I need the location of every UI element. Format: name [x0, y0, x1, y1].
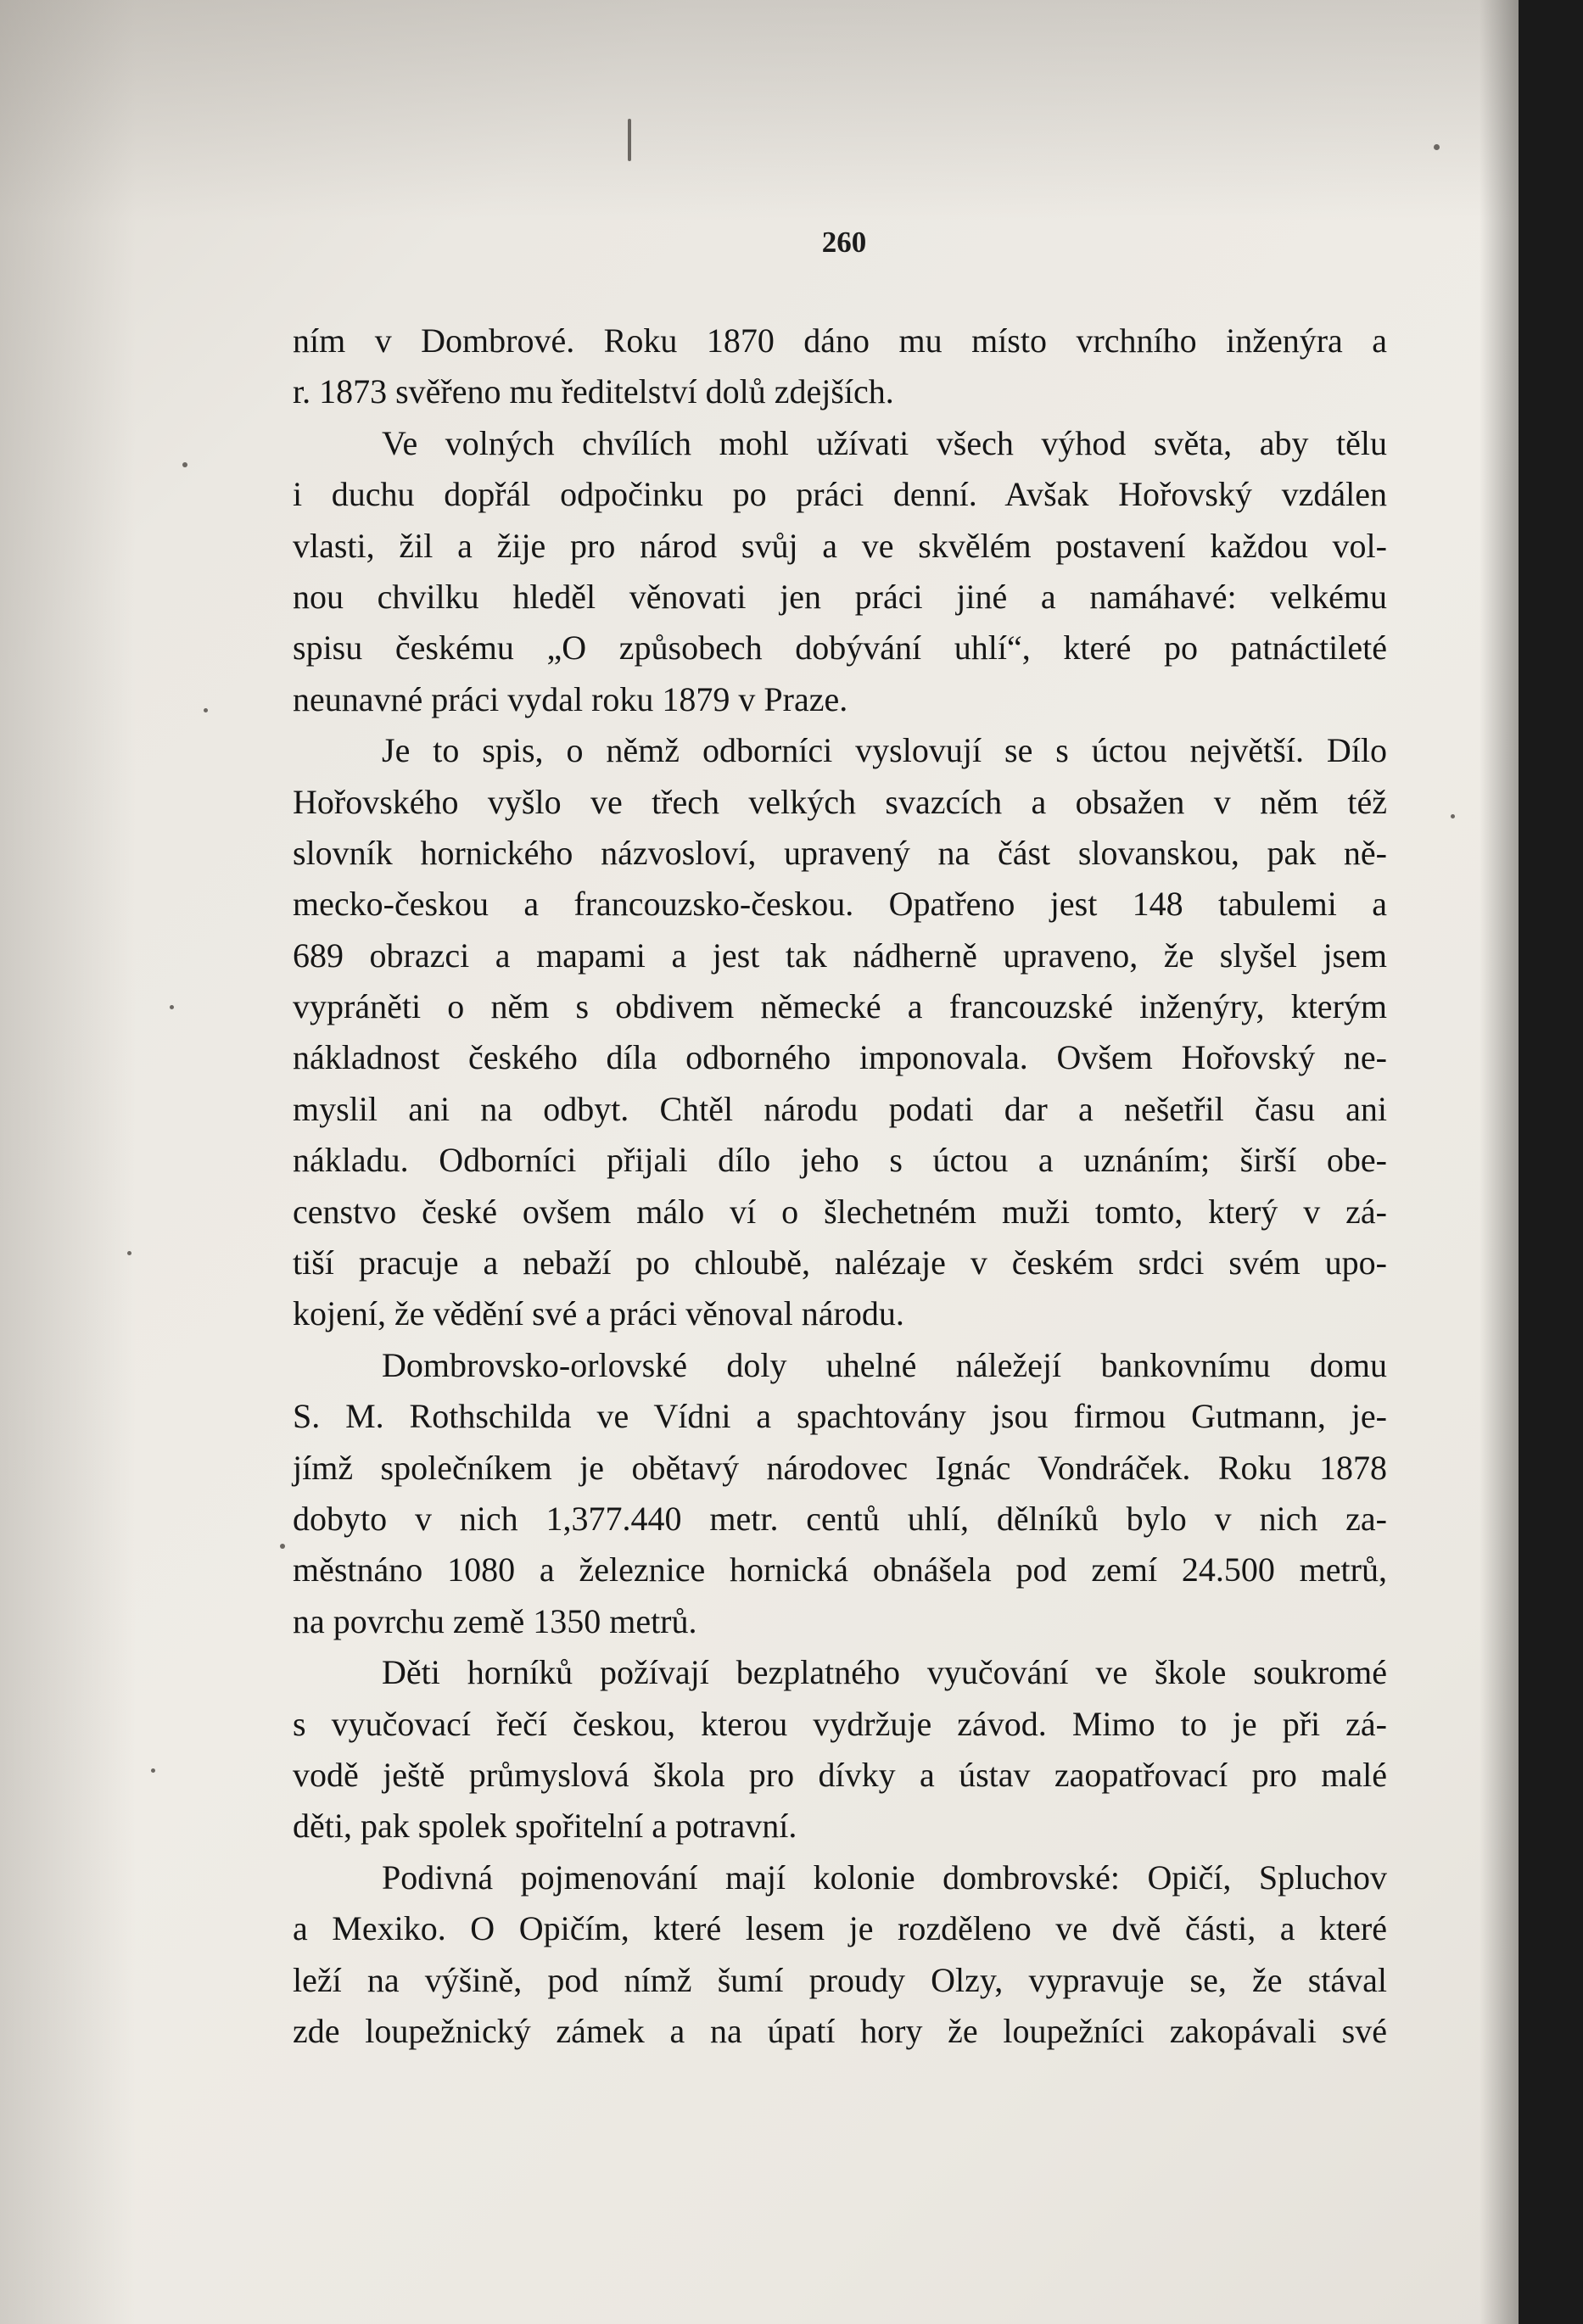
- paper-speck: [182, 462, 187, 467]
- text-line: jímž společníkem je obětavý národovec Ignác Vondráček. Roku 1878: [293, 1448, 1387, 1487]
- text-line: a Mexiko. O Opičím, které lesem je rozděleno ve dvě části, a které: [293, 1909, 1387, 1948]
- text-line: nákladu. Odborníci přijali dílo jeho s úctou a uznáním; širší obe-: [293, 1141, 1387, 1180]
- text-line: Je to spis, o němž odborníci vyslovují se s úctou největší. Dílo: [382, 731, 1387, 770]
- text-line: dobyto v nich 1,377.440 metr. centů uhlí, dělníků bylo v nich za-: [293, 1499, 1387, 1538]
- paper-speck: [1434, 144, 1440, 150]
- text-line: nákladnost českého díla odborného imponovala. Ovšem Hořovský ne-: [293, 1038, 1387, 1077]
- paper-speck: [127, 1251, 131, 1255]
- text-line: městnáno 1080 a železnice hornická obnášela pod zemí 24.500 metrů,: [293, 1550, 1387, 1589]
- paper-speck: [280, 1544, 285, 1549]
- text-line: Dombrovsko-orlovské doly uhelné náležejí bankovnímu domu: [382, 1345, 1387, 1384]
- text-line: neunavné práci vydal roku 1879 v Praze.: [293, 679, 848, 718]
- text-line: i duchu dopřál odpočinku po práci denní. Avšak Hořovský vzdálen: [293, 475, 1387, 514]
- text-line: kojení, že vědění své a práci věnoval národu.: [293, 1294, 904, 1333]
- text-line: spisu českému „O způsobech dobývání uhlí“, které po patnáctileté: [293, 628, 1387, 668]
- text-line: slovník hornického názvosloví, upravený na část slovanskou, pak ně-: [293, 833, 1387, 872]
- text-line: vlasti, žil a žije pro národ svůj a ve skvělém postavení každou vol-: [293, 526, 1387, 565]
- text-line: Hořovského vyšlo ve třech velkých svazcích a obsažen v něm též: [293, 782, 1387, 821]
- text-line: děti, pak spolek spořitelní a potravní.: [293, 1807, 797, 1846]
- text-line: Děti horníků požívají bezplatného vyučování ve škole soukromé: [382, 1653, 1387, 1692]
- body-text: [293, 316, 1387, 2057]
- text-line: vypráněti o něm s obdivem německé a francouzské inženýry, kterým: [293, 987, 1387, 1026]
- paper-speck: [170, 1005, 174, 1009]
- text-line: s vyučovací řečí českou, kterou vydržuje závod. Mimo to je při zá-: [293, 1704, 1387, 1743]
- text-line: 689 obrazci a mapami a jest tak nádherně upraveno, že slyšel jsem: [293, 936, 1387, 975]
- text-line: nou chvilku hleděl věnovati jen práci jiné a namáhavé: velkému: [293, 577, 1387, 616]
- text-line: leží na výšině, pod nímž šumí proudy Olzy, vypravuje se, že stával: [293, 1960, 1387, 1999]
- text-line: tiší pracuje a nebaží po chloubě, nalézaje v českém srdci svém upo-: [293, 1243, 1387, 1282]
- paper-speck: [1451, 814, 1455, 818]
- paper-speck: [151, 1768, 155, 1773]
- text-line: r. 1873 svěřeno mu ředitelství dolů zdejších.: [293, 372, 894, 411]
- text-line: Podivná pojmenování mají kolonie dombrovské: Opičí, Spluchov: [382, 1858, 1387, 1897]
- text-line: censtvo české ovšem málo ví o šlechetném muži tomto, který v zá-: [293, 1192, 1387, 1231]
- text-line: myslil ani na odbyt. Chtěl národu podati dar a nešetřil času ani: [293, 1089, 1387, 1128]
- page-number: 260: [821, 226, 867, 259]
- text-line: Ve volných chvílích mohl užívati všech výhod světa, aby tělu: [382, 423, 1387, 462]
- text-line: vodě ještě průmyslová škola pro dívky a ústav zaopatřovací pro malé: [293, 1755, 1387, 1794]
- text-line: zde loupežnický zámek a na úpatí hory že loupežníci zakopávali své: [293, 2011, 1387, 2050]
- text-line: ním v Dombrové. Roku 1870 dáno mu místo vrchního inženýra a: [293, 321, 1387, 360]
- page-edge-shadow: [1480, 0, 1519, 2324]
- paper-speck: [204, 708, 208, 712]
- text-line: na povrchu země 1350 metrů.: [293, 1601, 697, 1640]
- paper-speck: [628, 119, 631, 161]
- text-line: S. M. Rothschilda ve Vídni a spachtovány jsou firmou Gutmann, je-: [293, 1397, 1387, 1436]
- text-line: mecko-českou a francouzsko-českou. Opatřeno jest 148 tabulemi a: [293, 885, 1387, 924]
